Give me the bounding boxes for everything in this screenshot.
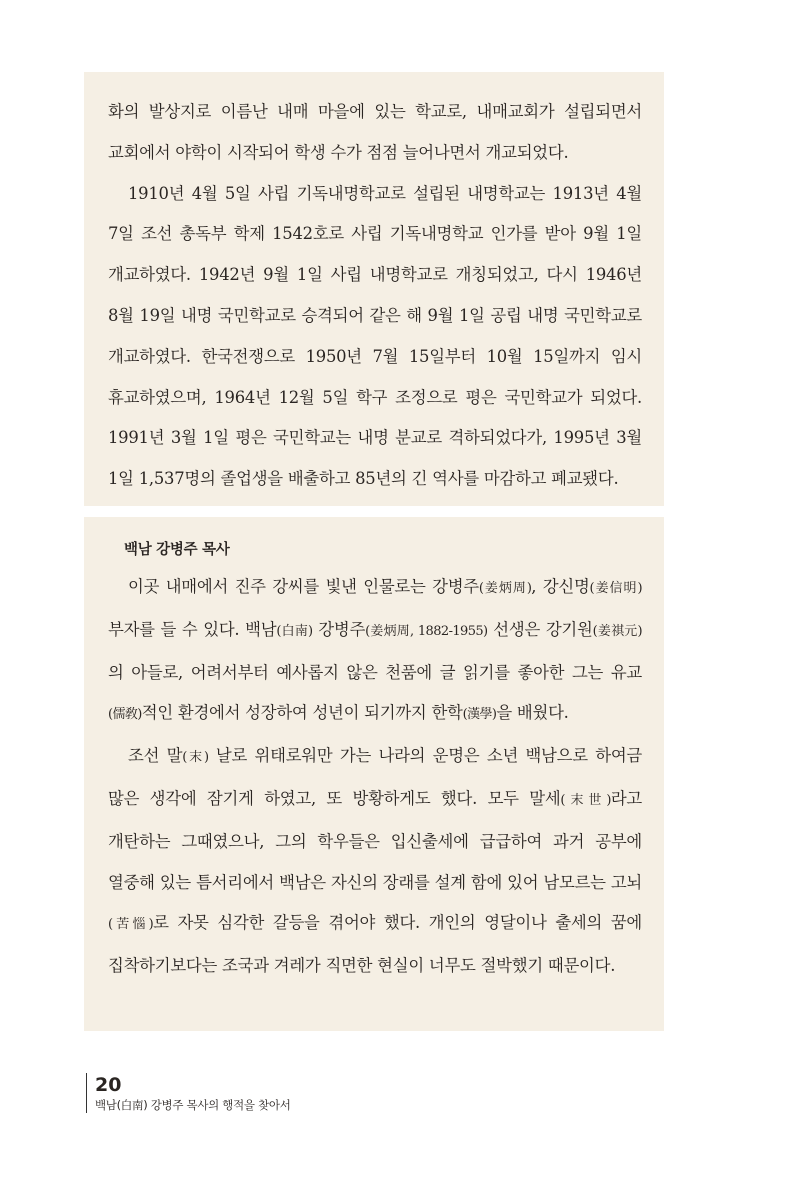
running-title: 백남(白南) 강병주 목사의 행적을 찾아서 xyxy=(95,1098,291,1112)
paragraph-bio-2: 조선 말(末) 날로 위태로워만 가는 나라의 운명은 소년 백남으로 하여금 많은 생각에 잠기게 하였고, 또 방황하게도 했다. 모두 말세(末世)라고 개탄하는 그때였으나, 그의 학우들은 입신출세에 급급하여 과거 공부에 열중해 있는 틈서리에서 백남은 자신의 장래를 설계 함에 있어 남모르는 고뇌(苦惱)로 자못 심각한 갈등을 겪어야 했다. 개인의 영달이나 출세의 꿈에 집착하기보다는 조국과 겨레가 직면한 현실이 너무도 절박했기 때문이다. xyxy=(108,746,642,976)
text-box-biography xyxy=(84,517,664,1031)
section-heading: 백남 강병주 목사 xyxy=(124,542,230,558)
page-number: 20 xyxy=(95,1074,122,1096)
paragraph-bio-1: 이곳 내매에서 진주 강씨를 빛낸 인물로는 강병주(姜炳周), 강신명(姜信明) 부자를 들 수 있다. 백남(白南) 강병주(姜炳周, 1882-1955) 선생은 강기원(姜祺元)의 아들로, 어려서부터 예사롭지 않은 천품에 글 읽기를 좋아한 그는 유교(儒敎)적인 환경에서 성장하여 성년이 되기까지 한학(漢學)을 배웠다. xyxy=(108,577,642,723)
paragraph-school-timeline: 1910년 4월 5일 사립 기독내명학교로 설립된 내명학교는 1913년 4월 7일 조선 총독부 학제 1542호로 사립 기독내명학교 인가를 받아 9월 1일 개교하였다. 1942년 9월 1일 사립 내명학교로 개칭되었고, 다시 1946년 8월 19일 내명 국민학교로 승격되어 같은 해 9월 1일 공립 내명 국민학교로 개교하였다. 한국전쟁으로 1950년 7월 15일부터 10월 15일까지 임시 휴교하였으며, 1964년 12월 5일 학구 조정으로 평은 국민학교가 되었다. 1991년 3월 1일 평은 국민학교는 내명 분교로 격하되었다가, 1995년 3월 1일 1,537명의 졸업생을 배출하고 85년의 긴 역사를 마감하고 폐교됐다. xyxy=(108,183,642,489)
page-footer xyxy=(86,1073,291,1113)
paragraph-school-intro: 화의 발상지로 이름난 내매 마을에 있는 학교로, 내매교회가 설립되면서 교회에서 야학이 시작되어 학생 수가 점점 늘어나면서 개교되었다. xyxy=(108,102,642,162)
text-box-school-history xyxy=(84,72,664,506)
